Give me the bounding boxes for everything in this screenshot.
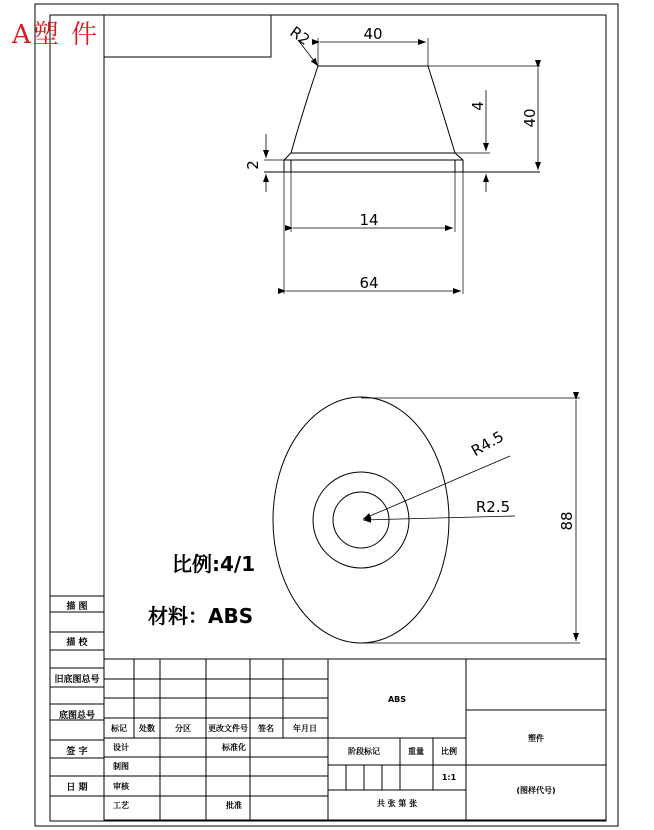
top-left-box bbox=[104, 15, 271, 57]
dim-height-88: 88 bbox=[558, 511, 576, 531]
right-taper-edge bbox=[428, 66, 455, 153]
tb-drawing-code: (图样代号) bbox=[516, 786, 556, 795]
dim-radius-top: R2 bbox=[286, 22, 314, 50]
side-label-base-no: 底图总号 bbox=[58, 711, 95, 721]
dim-inner-width: 14 bbox=[359, 211, 379, 229]
dim-base-width: 64 bbox=[359, 274, 379, 292]
tb-row-draw: 制图 bbox=[113, 762, 129, 771]
dim-outer-radius: R4.5 bbox=[468, 427, 507, 461]
tb-part-name: 塑件 bbox=[528, 734, 544, 743]
material-note: 材料：ABS bbox=[148, 604, 254, 628]
tb-scale-label: 比例 bbox=[441, 747, 457, 756]
front-view bbox=[264, 38, 540, 294]
side-label-tracing: 描 图 bbox=[66, 602, 88, 612]
dim-top-width: 40 bbox=[363, 25, 383, 43]
tb-header-change-doc: 更改文件号 bbox=[208, 724, 248, 733]
tb-standardize: 标准化 bbox=[222, 743, 246, 752]
side-label-old-base-no: 旧底图总号 bbox=[54, 675, 100, 685]
side-label-date: 日 期 bbox=[66, 783, 88, 793]
corner-title: A塑 件 bbox=[12, 20, 100, 50]
tb-stage-mark: 阶段标记 bbox=[348, 747, 380, 756]
side-label-trace-check: 描 校 bbox=[66, 638, 88, 648]
tb-header-count: 处数 bbox=[139, 724, 155, 733]
tb-sheets: 共 张 第 张 bbox=[376, 799, 418, 808]
outer-circle bbox=[313, 472, 409, 568]
dim-inner-radius: R2.5 bbox=[475, 498, 511, 516]
tb-weight: 重量 bbox=[408, 747, 424, 756]
side-label-signature: 签 字 bbox=[66, 747, 88, 757]
tb-header-signature: 签名 bbox=[258, 724, 274, 733]
bottom-view bbox=[273, 397, 580, 643]
tb-approve: 批准 bbox=[226, 801, 242, 810]
inner-circle bbox=[333, 492, 389, 548]
tb-header-mark: 标记 bbox=[111, 724, 127, 733]
outer-ellipse bbox=[273, 397, 449, 643]
tb-row-design: 设计 bbox=[113, 743, 129, 752]
tb-header-zone: 分区 bbox=[175, 724, 191, 733]
scale-note: 比例:4/1 bbox=[172, 552, 256, 576]
tb-header-date: 年月日 bbox=[293, 724, 317, 733]
dim-total-height: 40 bbox=[521, 108, 539, 128]
left-taper-edge bbox=[291, 66, 318, 153]
tb-row-review: 审核 bbox=[113, 782, 129, 791]
dim-base-thickness: 2 bbox=[244, 160, 262, 170]
tb-material: ABS bbox=[387, 695, 407, 704]
tb-scale-value: 1:1 bbox=[441, 773, 457, 782]
dim-step-height: 4 bbox=[469, 101, 487, 111]
tb-row-process: 工艺 bbox=[113, 801, 129, 810]
